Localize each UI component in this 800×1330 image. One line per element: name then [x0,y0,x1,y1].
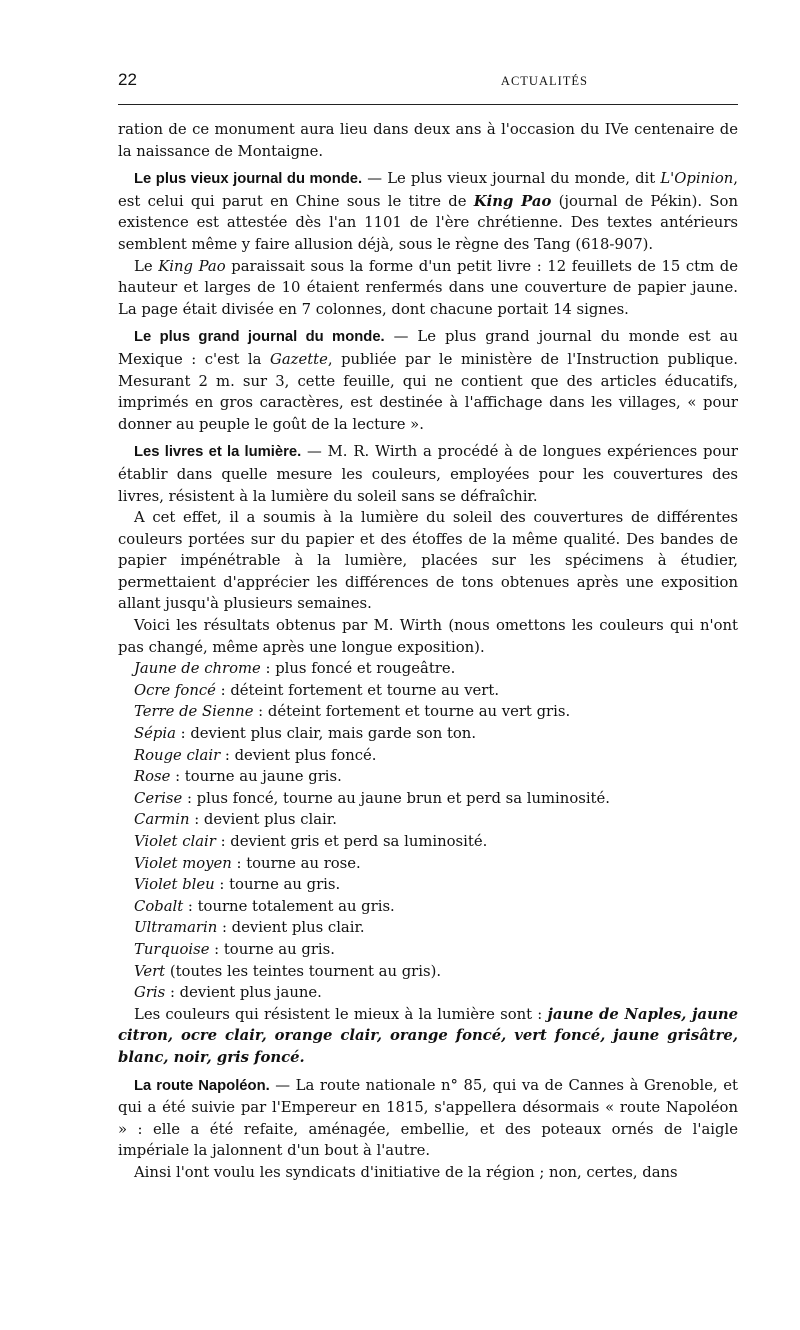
color-name: Violet clair [134,833,216,850]
text: paraissait sous la forme d'un petit livre : 12 feuillets de 15 ctm de hauteur et larges de 10 étaient renfermés dans une couverture de papier jaune. La page était divisée en 7 colonnes, dont chacune portait 14 signes. [118,257,738,318]
color-results-list [134,658,738,1004]
color-result-item [134,853,738,875]
color-result-item [134,809,738,831]
color-description: : devient plus foncé. [220,746,377,764]
italic-title: King Pao [158,257,226,275]
dash: — [362,170,388,188]
color-description: : plus foncé et rougeâtre. [260,660,456,678]
color-result-item [134,896,738,918]
color-description: : devient plus clair. [217,919,365,937]
color-result-item [134,961,738,983]
color-result-item [134,917,738,939]
paragraph [118,1004,738,1069]
color-description: : devient plus jaune. [165,984,322,1002]
color-result-item [134,788,738,810]
color-name: Rouge clair [134,746,221,764]
paragraph [118,256,738,321]
text: (journal de Pékin). Son existence est attestée dès l'an 1101 de l'ère chrétienne. Des textes antérieurs semblent même y faire allusion déjà, sous le règne des Tang (618-907). [118,192,738,253]
text: , publiée par le ministère de l'Instruction publique. Mesurant 2 m. sur 3, cette feuille, qui ne contient que des articles éducatifs, imprimés en gros caractères, est destinée à l'affichage dans les villages, « pour donner au peuple le goût de la lecture ». [118,350,738,433]
color-result-item [134,939,738,961]
color-name: Vert [134,962,166,980]
italic-title: Gazette [270,350,328,368]
color-name: Jaune de chrome [134,660,261,678]
color-name: Violet bleu [134,876,215,894]
color-name: Turquoise [134,940,210,958]
italic-title: King Pao [473,192,552,210]
color-result-item [134,874,738,896]
color-name: Gris [134,984,166,1002]
color-name: Carmin [134,811,190,829]
color-result-item [134,680,738,702]
running-title: ACTUALITÉS [500,74,588,88]
paragraph: A cet effet, il a soumis à la lumière du soleil des couvertures de différentes couleurs portées sur du papier et des étoffes de la même qualité. Des bandes de papier impénétrable à la lumière, placées sur les spécimens à étudier, permettaient d'apprécier les différences de tons obtenues après une exposition allant jusqu'à plusieurs semaines. [118,509,738,613]
section-heading: Les livres et la lumière. [134,444,302,461]
color-description: (toutes les teintes tournent au gris). [165,962,442,980]
color-name: Ocre foncé [134,681,216,699]
paragraph [118,168,738,255]
color-result-item [134,831,738,853]
section-oldest-newspaper [118,168,738,320]
color-description: : déteint fortement et tourne au vert gris. [253,703,571,721]
color-name: Cerise [134,789,183,807]
section-heading: Le plus grand journal du monde. [134,329,385,346]
paragraph [118,441,738,507]
color-result-item [134,745,738,767]
color-description: : tourne au rose. [231,854,361,872]
color-description: : devient plus clair. [189,811,337,829]
color-result-item [134,658,738,680]
text: , est celui qui parut en Chine sous le titre de [118,170,739,210]
page [118,70,738,1184]
text: Le plus grand journal du monde est au Mexique : c'est la [118,328,738,368]
paragraph: Ainsi l'ont voulu les syndicats d'initiative de la région ; non, certes, dans [134,1163,678,1181]
color-description: : tourne au gris. [209,940,335,958]
text: M. R. Wirth a procédé à de longues expériences pour établir dans quelle mesure les couleurs, employées pour les couvertures des livres, résistent à la lumière du soleil sans se défraîchir. [118,443,738,505]
color-description: : tourne au gris. [214,876,341,894]
paragraph: Voici les résultats obtenus par M. Wirth (nous omettons les couleurs qui n'ont pas changé, même après une longue exposition). [118,617,738,656]
section-heading: Le plus vieux journal du monde. [134,171,363,188]
paragraph-continuation: ration de ce monument aura lieu dans deux ans à l'occasion du IVe centenaire de la naissance de Montaigne. [118,121,738,160]
text: Le [134,257,159,275]
italic-title: L'Opinion [660,170,734,188]
paragraph [118,1075,738,1162]
article-body [118,119,738,1184]
color-name: Terre de Sienne [134,703,254,721]
page-number: 22 [118,70,137,89]
color-name: Rose [134,768,171,786]
color-description: : devient gris et perd sa luminosité. [215,833,488,850]
text: Les couleurs qui résistent le mieux à la lumière sont : [134,1005,548,1023]
color-description: : tourne totalement au gris. [183,897,395,915]
dash: — [384,328,418,346]
color-description: : déteint fortement et tourne au vert. [215,681,500,699]
text: Le plus vieux journal du monde, dit [387,170,661,188]
color-result-item [134,701,738,723]
color-name: Ultramarin [134,919,218,937]
color-result-item [134,723,738,745]
dash: — [269,1076,296,1094]
paragraph [118,326,738,435]
section-heading: La route Napoléon. [134,1077,270,1094]
section-route-napoleon [118,1075,738,1184]
color-description: : plus foncé, tourne au jaune brun et perd sa luminosité. [182,789,610,807]
page-header [118,70,738,105]
text: La route nationale n° 85, qui va de Cannes à Grenoble, et qui a été suivie par l'Empereur en 1815, s'appellera désormais « route Napoléon » : elle a été refaite, aménagée, embellie, et des poteaux ornés de l'aigle impériale la jalonnent d'un bout à l'autre. [118,1076,738,1160]
color-result-item [134,766,738,788]
section-books-light [118,441,738,1068]
color-description: : devient plus clair, mais garde son ton. [175,725,477,743]
dash: — [301,443,328,461]
color-name: Violet moyen [134,854,232,872]
italic-list: jaune de Naples, jaune citron, ocre clair, orange clair, orange foncé, vert foncé, jaune grisâtre, blanc, noir, gris foncé. [118,1005,739,1066]
section-largest-newspaper [118,326,738,435]
color-name: Sépia [134,725,176,743]
color-result-item [134,982,738,1004]
color-name: Cobalt [134,897,184,915]
color-description: : tourne au jaune gris. [170,768,342,786]
